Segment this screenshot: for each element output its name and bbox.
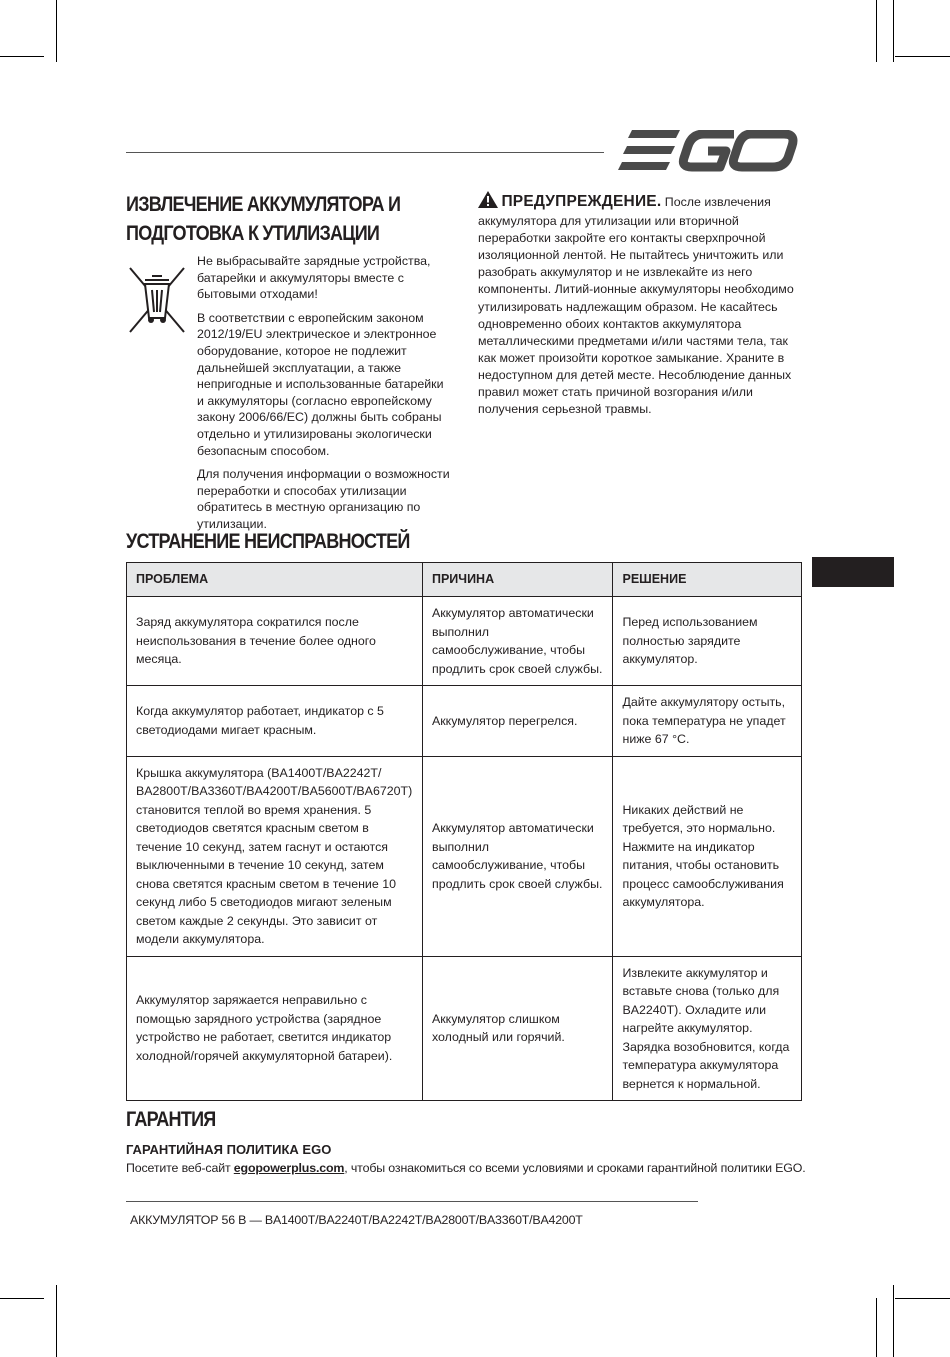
disposal-title: ИЗВЛЕЧЕНИЕ АККУМУЛЯТОРА И ПОДГОТОВКА К УТИЛИЗАЦИИ bbox=[126, 193, 401, 245]
cause-cell: Аккумулятор слишком холодный или горячий. bbox=[422, 956, 613, 1101]
table-row bbox=[127, 956, 802, 1101]
problem-cell: Аккумулятор заряжается неправильно с помощью зарядного устройства (зарядное устройство не работает, светится индикатор холодной/горячей аккумуляторной батареи). bbox=[127, 956, 423, 1101]
solution-cell: Дайте аккумулятору остыть, пока температура не упадет ниже 67 °C. bbox=[613, 686, 802, 757]
solution-cell: Перед использованием полностью зарядите аккумулятор. bbox=[613, 597, 802, 686]
disposal-paragraph: В соответствии с европейским законом 2012/19/EU электрическое и электронное оборудование, которое не подлежит дальнейшей эксплуатации, а также непригодные и использованные батарейки и аккумуляторы (согласно европейскому закону 2006/66/EC) должны быть собраны отдельно и утилизированы экологически безопасным способом. bbox=[197, 310, 444, 458]
table-row bbox=[127, 756, 802, 956]
solution-cell: Никаких действий не требуется, это нормально. Нажмите на индикатор питания, чтобы остановить процесс самообслуживания аккумулятора. bbox=[613, 756, 802, 956]
header-rule bbox=[126, 152, 604, 153]
problem-cell: Крышка аккумулятора (BA1400T/BA2242T/ BA2800T/BA3360T/BA4200T/BA5600T/BA6720T) становится теплой во время хранения. 5 светодиодов светятся красным светом в течение 10 секунд, затем гаснут и остаются выключенными в течение 10 секунд, затем снова светятся красным светом в течение 10 секунд либо 5 светодиодов мигают зеленым светом каждые 2 секунды. Это зависит от модели аккумулятора. bbox=[127, 756, 423, 956]
warranty-title: ГАРАНТИЯ bbox=[126, 1108, 216, 1131]
problem-cell: Когда аккумулятор работает, индикатор с 5 светодиодами мигает красным. bbox=[127, 686, 423, 757]
warning-triangle-icon bbox=[478, 191, 498, 213]
column-header: ПРОБЛЕМА bbox=[127, 563, 423, 597]
footer-text: АККУМУЛЯТОР 56 В — BA1400T/BA2240T/BA2242T/BA2800T/BA3360T/BA4200T bbox=[130, 1213, 583, 1227]
disposal-paragraph: Для получения информации о возможности переработки и способах утилизации обратитесь в местную организацию по утилизации. bbox=[197, 467, 450, 531]
warranty-text: Посетите веб-сайт egopowerplus.com, чтобы ознакомиться со всеми условиями и сроками гарантийной политики EGO. bbox=[126, 1161, 806, 1175]
cause-cell: Аккумулятор перегрелся. bbox=[422, 686, 613, 757]
column-header: РЕШЕНИЕ bbox=[613, 563, 802, 597]
column-header: ПРИЧИНА bbox=[422, 563, 613, 597]
section-tab-marker bbox=[812, 557, 894, 587]
warranty-link[interactable]: egopowerplus.com bbox=[233, 1161, 345, 1175]
wheelie-bin-icon bbox=[128, 266, 186, 334]
warning-block bbox=[478, 191, 808, 418]
troubleshooting-title: УСТРАНЕНИЕ НЕИСПРАВНОСТЕЙ bbox=[126, 530, 410, 553]
troubleshooting-table bbox=[126, 562, 802, 1101]
disposal-paragraph: Не выбрасывайте зарядные устройства, батарейки и аккумуляторы вместе с бытовыми отходами! bbox=[197, 254, 431, 302]
table-header-row bbox=[127, 563, 802, 597]
problem-cell: Заряд аккумулятора сократился после неиспользования в течение более одного месяца. bbox=[127, 597, 423, 686]
cause-cell: Аккумулятор автоматически выполнил самообслуживание, чтобы продлить срок своей службы. bbox=[422, 756, 613, 956]
solution-cell: Извлеките аккумулятор и вставьте снова (только для BA2240T). Охладите или нагрейте аккумулятор. Зарядка возобновится, когда температура аккумулятора вернется к нормальной. bbox=[613, 956, 802, 1101]
warning-heading: ПРЕДУПРЕЖДЕНИЕ. bbox=[501, 193, 662, 210]
warranty-subtitle: ГАРАНТИЙНАЯ ПОЛИТИКА EGO bbox=[126, 1142, 332, 1157]
table-row bbox=[127, 686, 802, 757]
cause-cell: Аккумулятор автоматически выполнил самообслуживание, чтобы продлить срок своей службы. bbox=[422, 597, 613, 686]
footer-rule bbox=[126, 1201, 698, 1202]
ego-logo bbox=[618, 130, 800, 172]
disposal-text bbox=[197, 253, 452, 540]
table-row bbox=[127, 597, 802, 686]
warning-text: После извлечения аккумулятора для утилизации или вторичной переработки закройте его контакты сверхпрочной изоляционной лентой. Не пытайтесь уничтожить или разобрать аккумулятор и не извлекайте из него компоненты. Литий-ионные аккумуляторы необходимо утилизировать надлежащим образом. Не касайтесь одновременно обоих контактов аккумулятора металлическими предметами и/или частями тела, так как может произойти короткое замыкание. Храните в недоступном для детей месте. Несоблюдение данных правил может стать причиной возгорания и/или получения серьезной травмы. bbox=[478, 195, 794, 417]
